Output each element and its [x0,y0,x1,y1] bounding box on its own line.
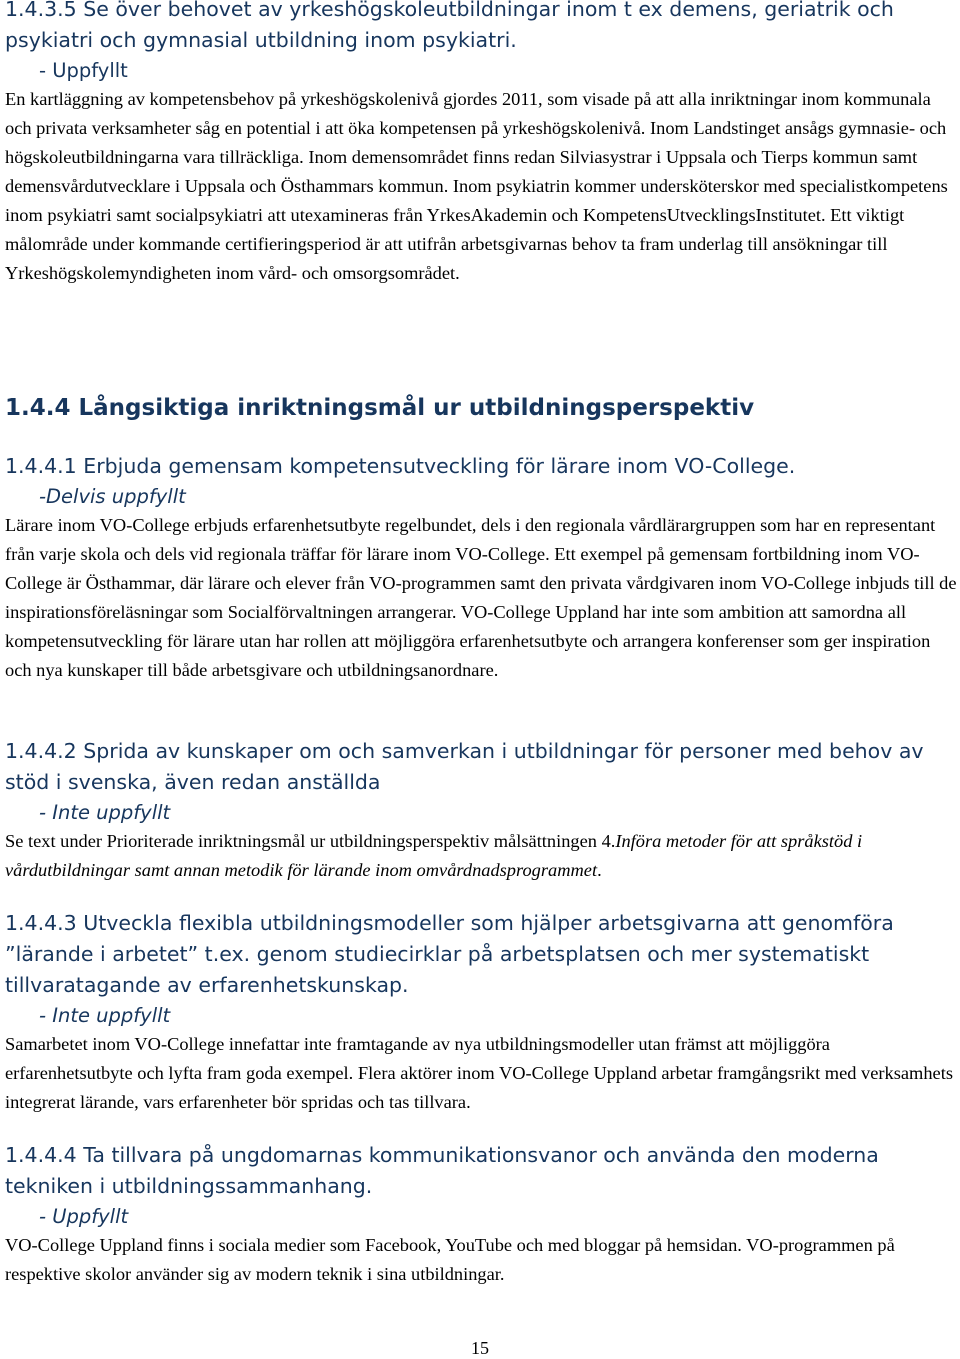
status-label: - Uppfyllt [39,1205,129,1228]
section-1-4-4-2 [5,736,957,885]
section-1-4-3-5 [5,0,957,288]
section-body [5,827,957,885]
section-heading: 1.4.4.2 Sprida av kunskaper om och samverkan i utbildningar för personer med behov av stöd i svenska, även redan anställda [5,739,924,794]
section-body: Samarbetet inom VO-College innefattar inte framtagande av nya utbildningsmodeller utan främst att möjliggöra erfarenhetsutbyte och lyfta fram goda exempel. Flera aktörer inom VO-College Uppland arbetar framgångsrikt med verksamhets integrerat lärande, vars erfarenheter bör spridas och tas tillvara. [5,1034,953,1112]
section-heading: 1.4.4.3 Utveckla flexibla utbildningsmodeller som hjälper arbetsgivarna att genomföra ”lärande i arbetet” t.ex. genom studiecirklar på arbetsplatsen och mer systematiskt tillvaratagande av erfarenhetskunskap. [5,911,894,997]
page-number: 15 [471,1338,489,1358]
body-text: Se text under Prioriterade inriktningsmål ur utbildningsperspektiv målsättningen 4. [5,831,616,851]
body-end: . [597,860,602,880]
section-1-4-4-1 [5,451,957,685]
status-label: -Delvis uppfyllt [39,485,186,508]
section-1-4-4-3 [5,908,957,1117]
section-heading: 1.4.4.1 Erbjuda gemensam kompetensutveckling för lärare inom VO-College. [5,454,796,478]
section-heading: 1.4.4 Långsiktiga inriktningsmål ur utbildningsperspektiv [5,395,755,421]
section-1-4-4-4 [5,1140,957,1289]
status-label: - Uppfyllt [39,59,128,82]
body-italic-text: Införa metoder för att språkstöd i vårdutbildningar samt annan metodik för lärande inom omvårdnadsprogrammet [5,831,863,880]
section-heading: 1.4.4.4 Ta tillvara på ungdomarnas kommunikationsvanor och använda den moderna tekniken i utbildningssammanhang. [5,1143,879,1198]
section-heading: 1.4.3.5 Se över behovet av yrkeshögskoleutbildningar inom t ex demens, geriatrik och psykiatri och gymnasial utbildning inom psykiatri. [5,0,894,52]
section-body: Lärare inom VO-College erbjuds erfarenhetsutbyte regelbundet, dels i den regionala vårdlärargruppen som har en representant från varje skola och dels vid regionala träffar för lärare inom VO-College. Ett exempel på gemensam fortbildning inom VO-College är Östhammar, där lärare och elever från VO-programmen samt den privata vårdgivaren inom VO-College inbjuds till de inspirationsföreläsningar som Socialförvaltningen arrangerar. VO-College Uppland har inte som ambition att samordna all kompetensutveckling för lärare utan har rollen att möjliggöra erfarenhetsutbyte och arrangera konferenser som ger inspiration och nya kunskaper till både arbetsgivare och utbildningsanordnare. [5,515,957,680]
section-body: En kartläggning av kompetensbehov på yrkeshögskolenivå gjordes 2011, som visade på att alla inriktningar inom kommunala och privata verksamheter såg en potential i att öka kompetensen på yrkeshögskolenivå. Inom Landstinget ansågs gymnasie- och högskoleutbildningarna vara tillräckliga. Inom demensområdet finns redan Silviasystrar i Uppsala och Tierps kommun samt demensvårdutvecklare i Uppsala och Östhammars kommun. Inom psykiatrin kommer undersköterskor med specialistkompetens inom psykiatri samt socialpsykiatri att utexamineras från YrkesAkademin och KompetensUtvecklingsInstitutet. Ett viktigt målområde under kommande certifieringsperiod är att utifrån arbetsgivarnas behov ta fram underlag till ansökningar till Yrkeshögskolemyndigheten inom vård- och omsorgsområdet. [5,89,948,283]
status-label: - Inte uppfyllt [39,801,171,824]
status-label: - Inte uppfyllt [39,1004,171,1027]
section-body: VO-College Uppland finns i sociala medier som Facebook, YouTube och med bloggar på hemsidan. VO-programmen på respektive skolor använder sig av modern teknik i sina utbildningar. [5,1235,895,1284]
section-1-4-4 [5,393,957,423]
